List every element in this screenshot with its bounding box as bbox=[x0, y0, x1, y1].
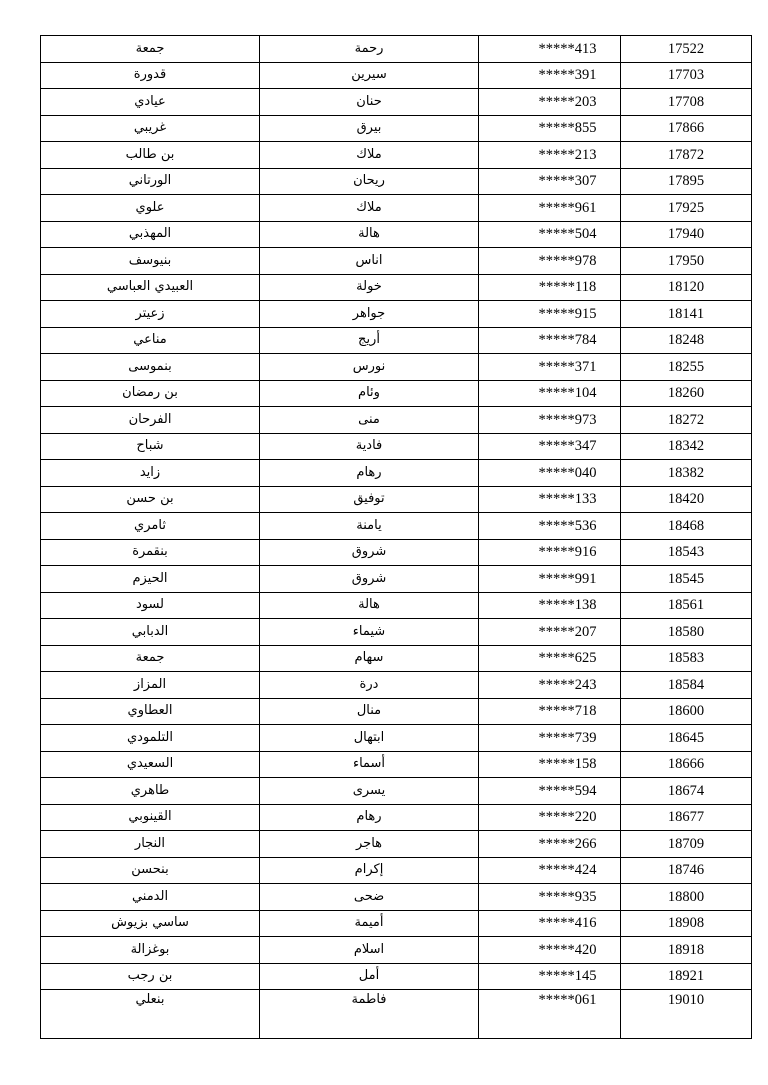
surname-cell: جمعة bbox=[41, 36, 260, 63]
masked-code-cell: *****413 bbox=[479, 36, 621, 63]
first-name-cell: أريج bbox=[260, 327, 479, 354]
first-name-cell: جواهر bbox=[260, 301, 479, 328]
id-number-cell: 19010 bbox=[621, 990, 752, 1039]
table-row bbox=[41, 804, 752, 831]
surname-cell: الدبابي bbox=[41, 619, 260, 646]
table-row bbox=[41, 195, 752, 222]
masked-code-cell: *****784 bbox=[479, 327, 621, 354]
id-number-cell: 18908 bbox=[621, 910, 752, 937]
surname-cell: زعيتر bbox=[41, 301, 260, 328]
first-name-cell: يامنة bbox=[260, 513, 479, 540]
id-number-cell: 17866 bbox=[621, 115, 752, 142]
id-number-cell: 18600 bbox=[621, 698, 752, 725]
id-number-cell: 18382 bbox=[621, 460, 752, 487]
masked-code-cell: *****424 bbox=[479, 857, 621, 884]
first-name-cell: هالة bbox=[260, 221, 479, 248]
id-number-cell: 18918 bbox=[621, 937, 752, 964]
id-number-cell: 17950 bbox=[621, 248, 752, 275]
id-number-cell: 18921 bbox=[621, 963, 752, 990]
id-number-cell: 17522 bbox=[621, 36, 752, 63]
masked-code-cell: *****594 bbox=[479, 778, 621, 805]
first-name-cell: توفيق bbox=[260, 486, 479, 513]
surname-cell: التلمودي bbox=[41, 725, 260, 752]
table-row bbox=[41, 566, 752, 593]
table-row bbox=[41, 963, 752, 990]
masked-code-cell: *****915 bbox=[479, 301, 621, 328]
surname-cell: بن رجب bbox=[41, 963, 260, 990]
table-row bbox=[41, 142, 752, 169]
table-row bbox=[41, 937, 752, 964]
table-row bbox=[41, 248, 752, 275]
masked-code-cell: *****104 bbox=[479, 380, 621, 407]
surname-cell: بن طالب bbox=[41, 142, 260, 169]
masked-code-cell: *****347 bbox=[479, 433, 621, 460]
masked-code-cell: *****391 bbox=[479, 62, 621, 89]
id-number-cell: 18674 bbox=[621, 778, 752, 805]
surname-cell: الحيزم bbox=[41, 566, 260, 593]
table-row bbox=[41, 619, 752, 646]
surname-cell: ساسي بزيوش bbox=[41, 910, 260, 937]
surname-cell: السعيدي bbox=[41, 751, 260, 778]
first-name-cell: شروق bbox=[260, 539, 479, 566]
masked-code-cell: *****855 bbox=[479, 115, 621, 142]
table-row bbox=[41, 592, 752, 619]
id-number-cell: 17895 bbox=[621, 168, 752, 195]
masked-code-cell: *****978 bbox=[479, 248, 621, 275]
surname-cell: طاهري bbox=[41, 778, 260, 805]
table-row bbox=[41, 221, 752, 248]
table-row bbox=[41, 910, 752, 937]
id-number-cell: 18272 bbox=[621, 407, 752, 434]
masked-code-cell: *****061 bbox=[479, 990, 621, 1039]
id-number-cell: 18709 bbox=[621, 831, 752, 858]
first-name-cell: رهام bbox=[260, 804, 479, 831]
table-row bbox=[41, 460, 752, 487]
table-row bbox=[41, 380, 752, 407]
masked-code-cell: *****243 bbox=[479, 672, 621, 699]
surname-cell: الفرحان bbox=[41, 407, 260, 434]
id-number-cell: 18645 bbox=[621, 725, 752, 752]
masked-code-cell: *****504 bbox=[479, 221, 621, 248]
first-name-cell: رحمة bbox=[260, 36, 479, 63]
table-row bbox=[41, 115, 752, 142]
table-row bbox=[41, 539, 752, 566]
first-name-cell: ضحى bbox=[260, 884, 479, 911]
masked-code-cell: *****040 bbox=[479, 460, 621, 487]
masked-code-cell: *****416 bbox=[479, 910, 621, 937]
masked-code-cell: *****138 bbox=[479, 592, 621, 619]
id-number-cell: 18800 bbox=[621, 884, 752, 911]
id-number-cell: 18746 bbox=[621, 857, 752, 884]
surname-cell: بوغزالة bbox=[41, 937, 260, 964]
id-number-cell: 18677 bbox=[621, 804, 752, 831]
first-name-cell: منى bbox=[260, 407, 479, 434]
surname-cell: جمعة bbox=[41, 645, 260, 672]
surname-cell: عيادي bbox=[41, 89, 260, 116]
id-number-cell: 18468 bbox=[621, 513, 752, 540]
surname-cell: المزاز bbox=[41, 672, 260, 699]
surname-cell: بنحسن bbox=[41, 857, 260, 884]
first-name-cell: سهام bbox=[260, 645, 479, 672]
first-name-cell: ابتهال bbox=[260, 725, 479, 752]
surname-cell: بن رمضان bbox=[41, 380, 260, 407]
surname-cell: بنعلي bbox=[41, 990, 260, 1039]
first-name-cell: فاطمة bbox=[260, 990, 479, 1039]
table-row bbox=[41, 301, 752, 328]
first-name-cell: حنان bbox=[260, 89, 479, 116]
first-name-cell: بيرق bbox=[260, 115, 479, 142]
masked-code-cell: *****207 bbox=[479, 619, 621, 646]
roster-body bbox=[41, 36, 752, 1039]
table-row bbox=[41, 274, 752, 301]
masked-code-cell: *****203 bbox=[479, 89, 621, 116]
first-name-cell: ملاك bbox=[260, 195, 479, 222]
surname-cell: المهذبي bbox=[41, 221, 260, 248]
first-name-cell: أميمة bbox=[260, 910, 479, 937]
masked-code-cell: *****991 bbox=[479, 566, 621, 593]
surname-cell: العطاوي bbox=[41, 698, 260, 725]
surname-cell: شباح bbox=[41, 433, 260, 460]
surname-cell: علوي bbox=[41, 195, 260, 222]
first-name-cell: وئام bbox=[260, 380, 479, 407]
first-name-cell: رهام bbox=[260, 460, 479, 487]
table-row bbox=[41, 354, 752, 381]
id-number-cell: 17872 bbox=[621, 142, 752, 169]
table-row bbox=[41, 36, 752, 63]
surname-cell: ثامري bbox=[41, 513, 260, 540]
first-name-cell: درة bbox=[260, 672, 479, 699]
id-number-cell: 18545 bbox=[621, 566, 752, 593]
table-row bbox=[41, 407, 752, 434]
id-number-cell: 18248 bbox=[621, 327, 752, 354]
masked-code-cell: *****133 bbox=[479, 486, 621, 513]
masked-code-cell: *****145 bbox=[479, 963, 621, 990]
first-name-cell: إكرام bbox=[260, 857, 479, 884]
first-name-cell: ريحان bbox=[260, 168, 479, 195]
table-row bbox=[41, 831, 752, 858]
id-number-cell: 18584 bbox=[621, 672, 752, 699]
masked-code-cell: *****536 bbox=[479, 513, 621, 540]
id-number-cell: 18583 bbox=[621, 645, 752, 672]
id-number-cell: 17940 bbox=[621, 221, 752, 248]
id-number-cell: 17703 bbox=[621, 62, 752, 89]
first-name-cell: فادية bbox=[260, 433, 479, 460]
first-name-cell: ملاك bbox=[260, 142, 479, 169]
masked-code-cell: *****916 bbox=[479, 539, 621, 566]
id-number-cell: 18543 bbox=[621, 539, 752, 566]
surname-cell: بنموسى bbox=[41, 354, 260, 381]
id-number-cell: 17708 bbox=[621, 89, 752, 116]
table-row bbox=[41, 645, 752, 672]
surname-cell: الورتاني bbox=[41, 168, 260, 195]
surname-cell: الدمني bbox=[41, 884, 260, 911]
surname-cell: بن حسن bbox=[41, 486, 260, 513]
surname-cell: بنقمرة bbox=[41, 539, 260, 566]
surname-cell: زايد bbox=[41, 460, 260, 487]
first-name-cell: منال bbox=[260, 698, 479, 725]
surname-cell: القينوبي bbox=[41, 804, 260, 831]
id-number-cell: 18260 bbox=[621, 380, 752, 407]
table-row bbox=[41, 990, 752, 1039]
table-row bbox=[41, 884, 752, 911]
table-row bbox=[41, 672, 752, 699]
masked-code-cell: *****213 bbox=[479, 142, 621, 169]
first-name-cell: سيرين bbox=[260, 62, 479, 89]
masked-code-cell: *****625 bbox=[479, 645, 621, 672]
first-name-cell: نورس bbox=[260, 354, 479, 381]
table-row bbox=[41, 168, 752, 195]
table-row bbox=[41, 62, 752, 89]
id-number-cell: 18666 bbox=[621, 751, 752, 778]
masked-code-cell: *****739 bbox=[479, 725, 621, 752]
id-number-cell: 18580 bbox=[621, 619, 752, 646]
id-number-cell: 17925 bbox=[621, 195, 752, 222]
masked-code-cell: *****718 bbox=[479, 698, 621, 725]
table-row bbox=[41, 725, 752, 752]
table-row bbox=[41, 486, 752, 513]
surname-cell: مناعي bbox=[41, 327, 260, 354]
id-number-cell: 18420 bbox=[621, 486, 752, 513]
masked-code-cell: *****158 bbox=[479, 751, 621, 778]
masked-code-cell: *****307 bbox=[479, 168, 621, 195]
first-name-cell: يسرى bbox=[260, 778, 479, 805]
table-row bbox=[41, 89, 752, 116]
table-row bbox=[41, 778, 752, 805]
first-name-cell: هالة bbox=[260, 592, 479, 619]
masked-code-cell: *****973 bbox=[479, 407, 621, 434]
surname-cell: لسود bbox=[41, 592, 260, 619]
first-name-cell: شيماء bbox=[260, 619, 479, 646]
first-name-cell: اناس bbox=[260, 248, 479, 275]
id-number-cell: 18342 bbox=[621, 433, 752, 460]
id-number-cell: 18561 bbox=[621, 592, 752, 619]
masked-code-cell: *****220 bbox=[479, 804, 621, 831]
first-name-cell: خولة bbox=[260, 274, 479, 301]
table-row bbox=[41, 698, 752, 725]
table-row bbox=[41, 327, 752, 354]
masked-code-cell: *****935 bbox=[479, 884, 621, 911]
masked-code-cell: *****371 bbox=[479, 354, 621, 381]
id-number-cell: 18120 bbox=[621, 274, 752, 301]
surname-cell: النجار bbox=[41, 831, 260, 858]
surname-cell: العبيدي العباسي bbox=[41, 274, 260, 301]
first-name-cell: هاجر bbox=[260, 831, 479, 858]
surname-cell: بنيوسف bbox=[41, 248, 260, 275]
table-row bbox=[41, 751, 752, 778]
table-row bbox=[41, 513, 752, 540]
first-name-cell: اسلام bbox=[260, 937, 479, 964]
first-name-cell: أسماء bbox=[260, 751, 479, 778]
masked-code-cell: *****420 bbox=[479, 937, 621, 964]
document-sheet bbox=[40, 35, 751, 1039]
masked-code-cell: *****118 bbox=[479, 274, 621, 301]
first-name-cell: أمل bbox=[260, 963, 479, 990]
table-row bbox=[41, 857, 752, 884]
first-name-cell: شروق bbox=[260, 566, 479, 593]
masked-code-cell: *****266 bbox=[479, 831, 621, 858]
roster-table bbox=[40, 35, 752, 1039]
table-row bbox=[41, 433, 752, 460]
id-number-cell: 18141 bbox=[621, 301, 752, 328]
surname-cell: غريبي bbox=[41, 115, 260, 142]
id-number-cell: 18255 bbox=[621, 354, 752, 381]
surname-cell: قدورة bbox=[41, 62, 260, 89]
masked-code-cell: *****961 bbox=[479, 195, 621, 222]
